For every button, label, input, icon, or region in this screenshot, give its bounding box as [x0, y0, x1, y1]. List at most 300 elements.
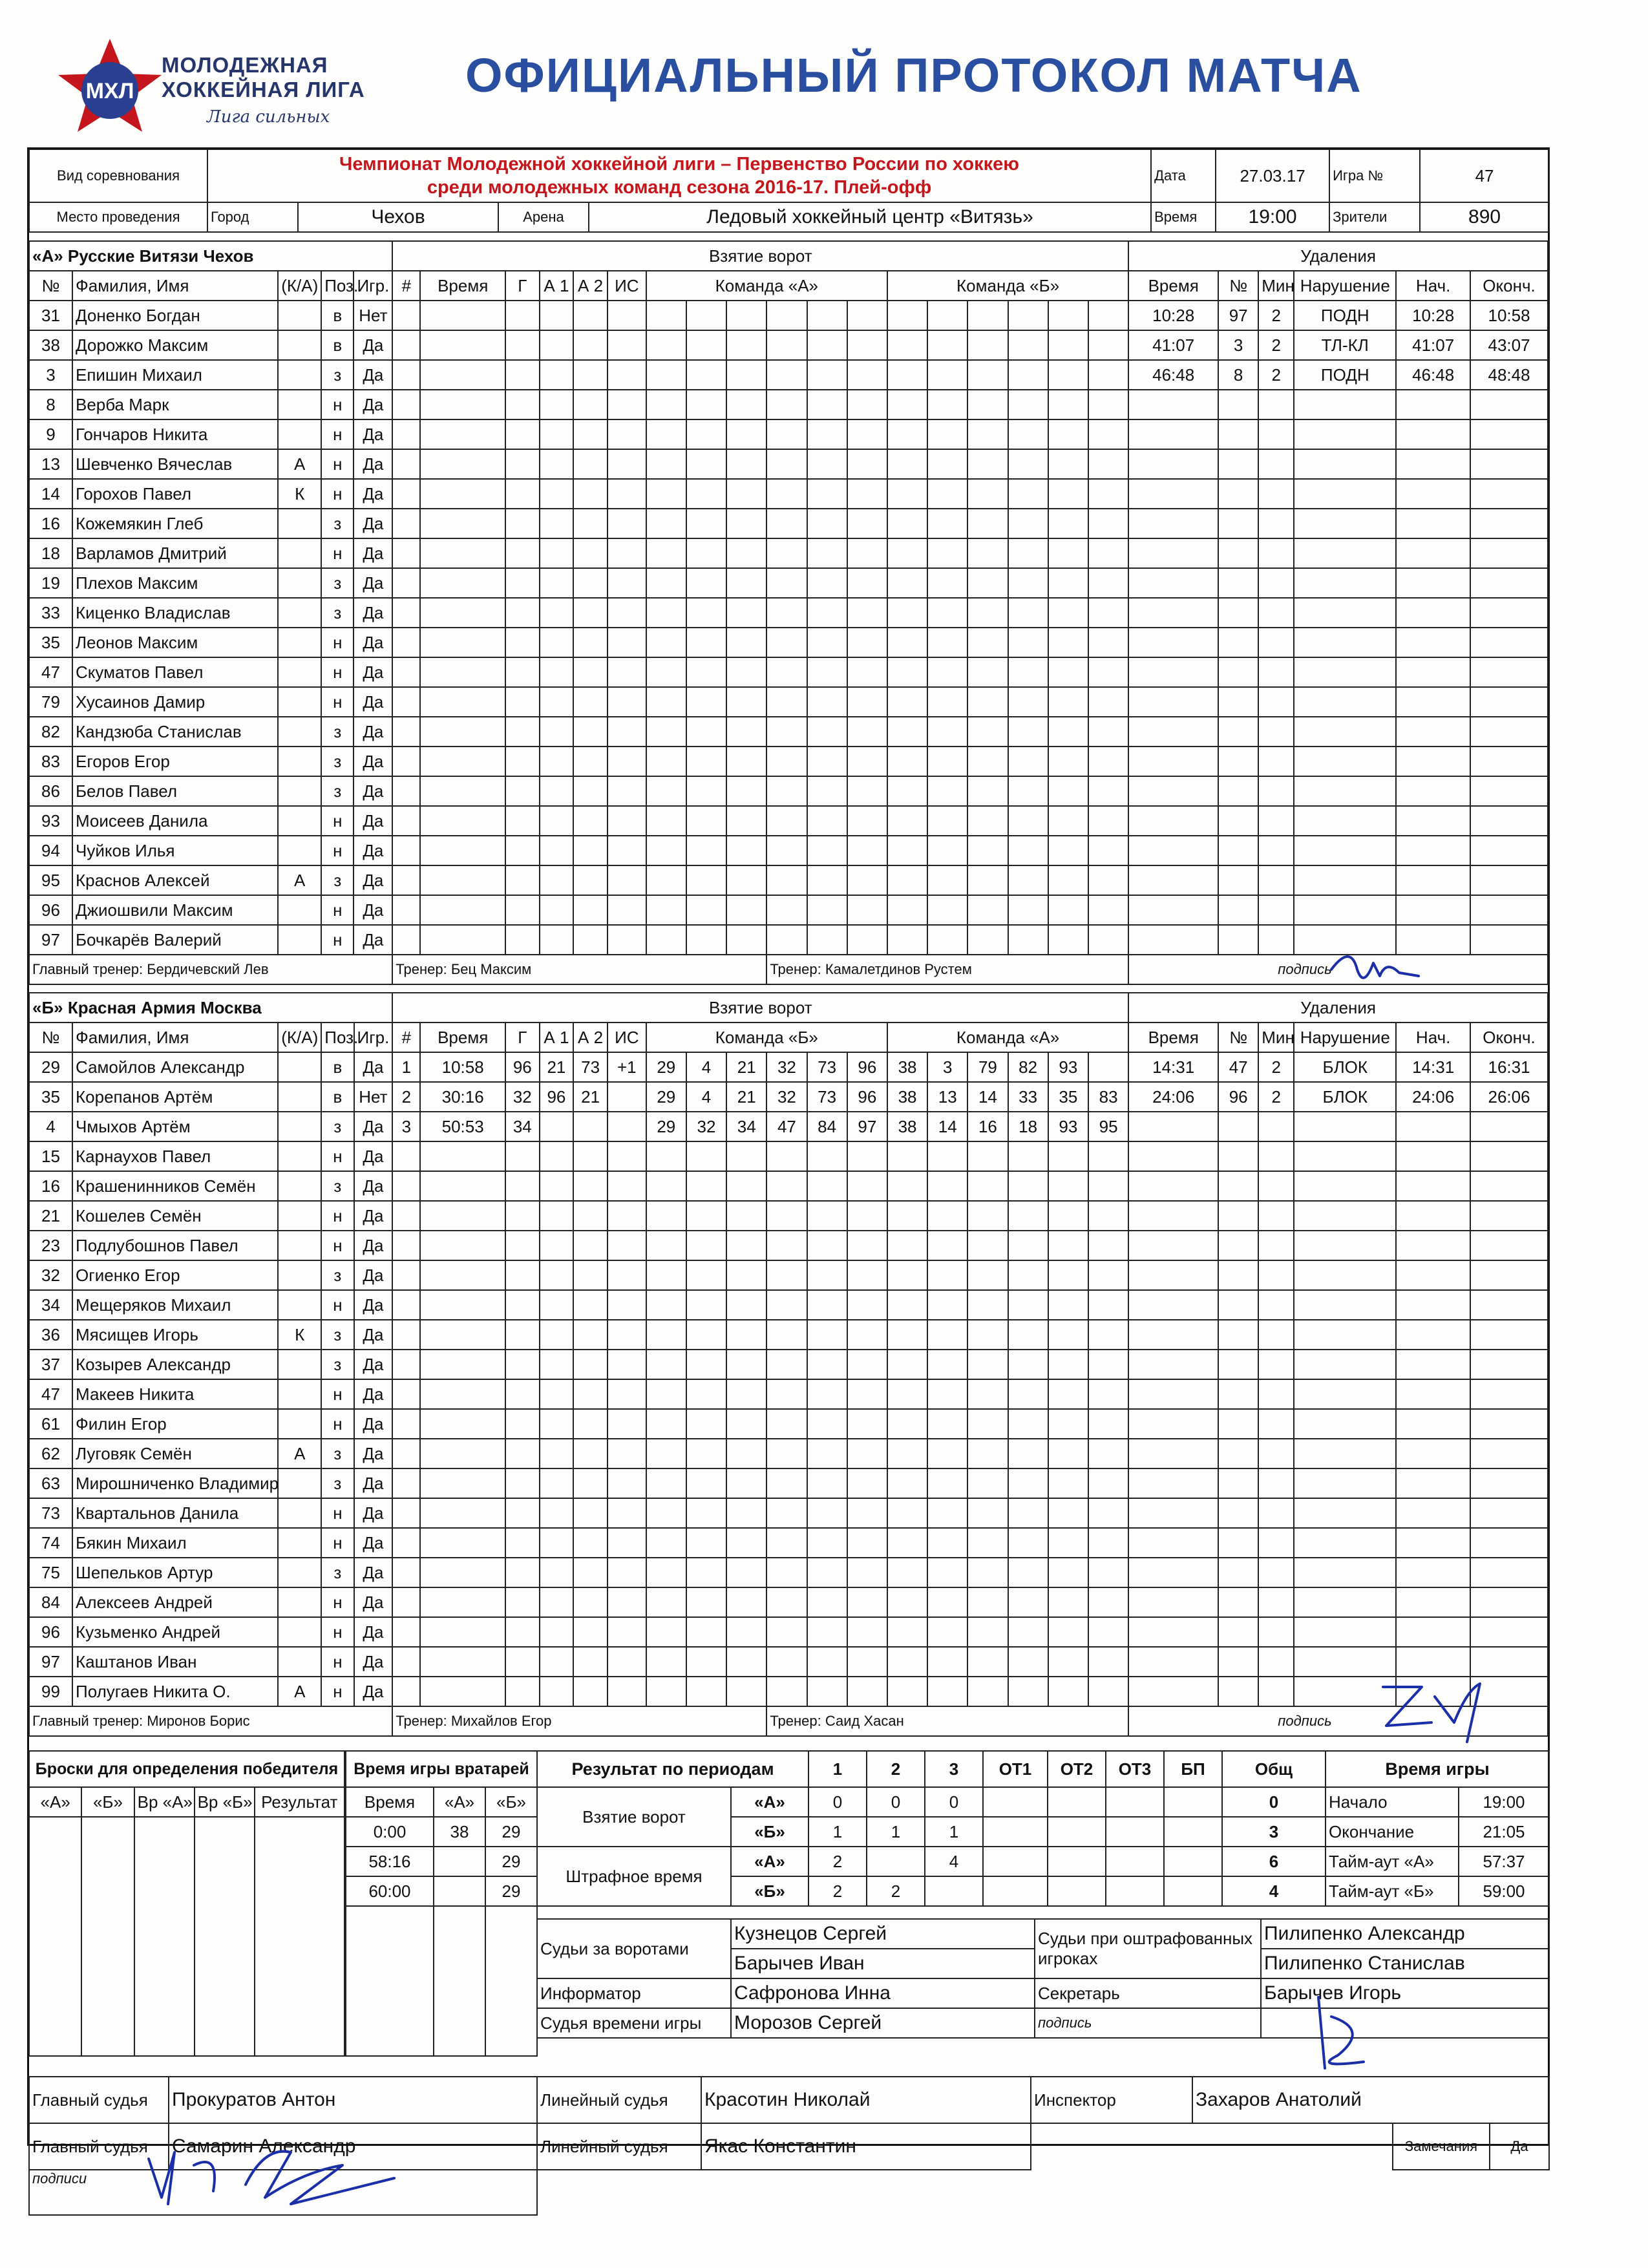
goal-time — [420, 598, 505, 628]
game-label: Игра № — [1329, 149, 1420, 202]
on-ice-player — [726, 479, 766, 509]
goal-situation — [607, 687, 646, 717]
col-header: Игр. — [354, 271, 392, 301]
penalty-start — [1396, 657, 1470, 687]
player-position: н — [321, 1528, 354, 1558]
penalty-infraction — [1294, 1468, 1396, 1498]
goals-label: Взятие ворот — [537, 1787, 731, 1847]
goalie-time: 0:00 — [346, 1817, 434, 1847]
captain-mark — [278, 1141, 321, 1171]
on-ice-player — [1048, 419, 1088, 449]
penalty-start: 14:31 — [1396, 1052, 1470, 1082]
penalty-player — [1218, 1260, 1258, 1290]
goal-number — [392, 895, 420, 925]
goal-situation — [607, 1617, 646, 1647]
player-played: Да — [354, 925, 392, 955]
player-played: Да — [354, 509, 392, 538]
on-ice-player — [1088, 419, 1128, 449]
penalty-time — [1128, 1647, 1218, 1677]
player-row — [29, 1231, 1548, 1260]
goal-assist-1 — [540, 1141, 574, 1171]
penalty-time — [1128, 776, 1218, 806]
on-ice-player — [646, 925, 686, 955]
goalie-col: «Б» — [485, 1787, 537, 1817]
player-played: Да — [354, 776, 392, 806]
league-logo — [52, 34, 388, 137]
goal-assist-1 — [540, 1498, 574, 1528]
shootout-cell — [29, 1817, 81, 2056]
player-number: 29 — [29, 1052, 72, 1082]
on-ice-player — [686, 360, 726, 390]
player-played: Да — [354, 806, 392, 836]
on-ice-player — [1048, 1320, 1088, 1350]
player-position: в — [321, 1052, 354, 1082]
goal-assist-1 — [540, 419, 574, 449]
goal-assist-2 — [573, 1379, 607, 1409]
on-ice-player — [967, 1231, 1008, 1260]
goal-scorer — [505, 1290, 540, 1320]
goal-time — [420, 330, 505, 360]
penalty-time — [1128, 1320, 1218, 1350]
player-position: н — [321, 657, 354, 687]
on-ice-player — [726, 538, 766, 568]
goal-judges-label: Судьи за воротами — [537, 1919, 731, 1978]
on-ice-player — [686, 1558, 726, 1587]
on-ice-player — [646, 1587, 686, 1617]
on-ice-player — [1008, 479, 1048, 509]
goal-scorer — [505, 895, 540, 925]
goalie-b: 29 — [485, 1817, 537, 1847]
on-ice-player — [847, 568, 887, 598]
player-name: Джиошвили Максим — [72, 895, 278, 925]
on-ice-player — [766, 1201, 807, 1231]
goal-time — [420, 1141, 505, 1171]
on-ice-player — [1048, 568, 1088, 598]
on-ice-player — [1088, 1171, 1128, 1201]
penalty-end: 10:58 — [1470, 301, 1548, 330]
penalty-time — [1128, 1112, 1218, 1141]
player-row — [29, 1052, 1548, 1082]
on-ice-player — [927, 1350, 967, 1379]
goal-situation — [607, 1112, 646, 1141]
on-ice-player — [1088, 1528, 1128, 1558]
on-ice-player — [887, 687, 927, 717]
player-number: 31 — [29, 301, 72, 330]
penalty-time — [1128, 925, 1218, 955]
penalty-infraction — [1294, 865, 1396, 895]
penalty-minutes — [1258, 390, 1294, 419]
goal-assist-1 — [540, 1468, 574, 1498]
pen-a-cell — [983, 1847, 1048, 1876]
col-header: Мин — [1258, 271, 1294, 301]
on-ice-player: 83 — [1088, 1082, 1128, 1112]
penalty-infraction: ПОДН — [1294, 301, 1396, 330]
captain-mark — [278, 1587, 321, 1617]
player-number: 35 — [29, 1082, 72, 1112]
player-played: Да — [354, 1528, 393, 1558]
player-name: Филин Егор — [72, 1409, 278, 1439]
on-ice-player — [847, 538, 887, 568]
on-ice-player — [887, 1528, 927, 1558]
on-ice-player — [807, 1468, 847, 1498]
on-ice-player — [927, 1528, 967, 1558]
player-number: 18 — [29, 538, 72, 568]
on-ice-player — [807, 360, 847, 390]
goal-scorer — [505, 657, 540, 687]
on-ice-player — [1008, 1290, 1048, 1320]
captain-mark — [278, 657, 321, 687]
on-ice-player — [887, 1677, 927, 1706]
goal-situation — [607, 806, 646, 836]
goal-assist-1 — [540, 538, 574, 568]
timeout-a-value: 57:37 — [1459, 1847, 1549, 1876]
on-ice-player — [927, 509, 967, 538]
on-ice-player — [927, 1171, 967, 1201]
captain-mark — [278, 1409, 321, 1439]
goal-number: 2 — [392, 1082, 420, 1112]
on-ice-player — [1008, 568, 1048, 598]
goal-time — [420, 301, 505, 330]
secretary: Барычев Игорь — [1261, 1978, 1549, 2008]
goal-situation — [607, 1320, 646, 1350]
player-played: Нет — [354, 1082, 393, 1112]
goal-assist-1 — [540, 360, 574, 390]
goal-time — [420, 865, 505, 895]
signs-label: подписи — [29, 2170, 537, 2215]
goal-time — [420, 747, 505, 776]
on-ice-player — [807, 836, 847, 865]
on-ice-player — [766, 836, 807, 865]
on-ice-player — [967, 449, 1008, 479]
penalty-end — [1470, 1379, 1548, 1409]
goal-scorer — [505, 538, 540, 568]
on-ice-player — [1008, 1498, 1048, 1528]
on-ice-player — [967, 360, 1008, 390]
on-ice-player — [1048, 449, 1088, 479]
penalty-end — [1470, 449, 1548, 479]
penalty-time: 24:06 — [1128, 1082, 1218, 1112]
goal-time — [420, 390, 505, 419]
goal-situation — [607, 1439, 646, 1468]
col-header: Игр. — [354, 1023, 393, 1052]
goal-time: 30:16 — [420, 1082, 505, 1112]
on-ice-player — [967, 598, 1008, 628]
on-ice-player — [887, 1260, 927, 1290]
penalty-start — [1396, 1617, 1470, 1647]
on-ice-player — [686, 628, 726, 657]
penalty-start — [1396, 628, 1470, 657]
on-ice-player — [1088, 776, 1128, 806]
on-ice-player — [927, 1320, 967, 1350]
on-ice-player — [887, 1558, 927, 1587]
on-ice-player — [766, 330, 807, 360]
penalty-infraction — [1294, 1647, 1396, 1677]
penalty-minutes: 2 — [1258, 1052, 1294, 1082]
on-ice-player — [766, 598, 807, 628]
on-ice-player — [1088, 1379, 1128, 1409]
penalty-start: 46:48 — [1396, 360, 1470, 390]
on-ice-player — [927, 1587, 967, 1617]
referee-signature-icon — [129, 2133, 465, 2217]
on-ice-player: 79 — [967, 1052, 1008, 1082]
player-played: Нет — [354, 301, 392, 330]
on-ice-player — [927, 1558, 967, 1587]
penalty-player: 47 — [1218, 1052, 1258, 1082]
penalty-infraction — [1294, 1439, 1396, 1468]
penalty-end — [1470, 1320, 1548, 1350]
on-ice-player — [766, 301, 807, 330]
goal-number — [392, 1647, 420, 1677]
player-position: н — [321, 628, 354, 657]
team-a-label: «А» — [731, 1847, 808, 1876]
on-ice-player — [1008, 865, 1048, 895]
on-ice-player — [927, 301, 967, 330]
goal-scorer — [505, 1468, 540, 1498]
penalty-minutes — [1258, 865, 1294, 895]
goal-number — [392, 390, 420, 419]
penalty-time — [1128, 1409, 1218, 1439]
on-ice-player — [766, 538, 807, 568]
penalty-player — [1218, 419, 1258, 449]
penalty-start — [1396, 1498, 1470, 1528]
player-position: н — [321, 538, 354, 568]
ref-label: Главный судья — [29, 2077, 169, 2123]
on-ice-header: Команда «Б» — [646, 1023, 887, 1052]
on-ice-player — [807, 419, 847, 449]
goal-number — [392, 628, 420, 657]
on-ice-player — [1048, 1468, 1088, 1498]
penalty-time — [1128, 1439, 1218, 1468]
goal-number — [392, 449, 420, 479]
on-ice-player: 16 — [967, 1112, 1008, 1141]
on-ice-player — [927, 1260, 967, 1290]
penalty-minutes — [1258, 598, 1294, 628]
on-ice-player — [1088, 865, 1128, 895]
goal-assist-2: 73 — [573, 1052, 607, 1082]
player-number: 33 — [29, 598, 72, 628]
player-name: Мещеряков Михаил — [72, 1290, 278, 1320]
on-ice-player — [847, 479, 887, 509]
captain-mark — [278, 747, 321, 776]
pen-a-cell — [867, 1847, 925, 1876]
on-ice-player — [726, 390, 766, 419]
goal-scorer — [505, 836, 540, 865]
on-ice-player — [847, 449, 887, 479]
player-played: Да — [354, 836, 392, 865]
page-title: ОФИЦИАЛЬНЫЙ ПРОТОКОЛ МАТЧА — [465, 48, 1362, 102]
pen-b-cell: 2 — [808, 1876, 867, 1906]
player-position: з — [321, 1112, 354, 1141]
shootout-cell — [81, 1817, 134, 2056]
penalty-time-label: Штрафное время — [537, 1847, 731, 1906]
on-ice-player — [847, 1498, 887, 1528]
on-ice-player — [847, 1320, 887, 1350]
player-number: 8 — [29, 390, 72, 419]
on-ice-player — [807, 628, 847, 657]
on-ice-player — [726, 419, 766, 449]
on-ice-player — [967, 687, 1008, 717]
on-ice-player — [807, 1141, 847, 1171]
goal-scorer — [505, 806, 540, 836]
goal-scorer — [505, 1587, 540, 1617]
sign-label: подпись — [1128, 1706, 1548, 1736]
penalty-infraction — [1294, 895, 1396, 925]
penalty-minutes — [1258, 1112, 1294, 1141]
on-ice-player — [967, 1677, 1008, 1706]
ref-2: Самарин Александр — [169, 2123, 537, 2170]
goal-time — [420, 568, 505, 598]
on-ice-player: 35 — [1048, 1082, 1088, 1112]
player-number: 93 — [29, 806, 72, 836]
penalty-judge-2: Пилипенко Станислав — [1261, 1949, 1549, 1978]
player-name: Чмыхов Артём — [72, 1112, 278, 1141]
player-name: Шепельков Артур — [72, 1558, 278, 1587]
penalty-infraction — [1294, 657, 1396, 687]
goal-situation — [607, 1231, 646, 1260]
goal-scorer — [505, 479, 540, 509]
on-ice-player — [1088, 538, 1128, 568]
periods-title: Результат по периодам — [537, 1751, 808, 1787]
goal-number — [392, 598, 420, 628]
on-ice-player — [1008, 1320, 1048, 1350]
penalty-player — [1218, 1290, 1258, 1320]
on-ice-player — [646, 776, 686, 806]
on-ice-player — [766, 1617, 807, 1647]
linesman-label: Линейный судья — [537, 2077, 701, 2123]
goal-time — [420, 1260, 505, 1290]
on-ice-player — [1088, 390, 1128, 419]
penalty-minutes — [1258, 1468, 1294, 1498]
player-row — [29, 419, 1548, 449]
on-ice-player — [847, 1290, 887, 1320]
period-col: Общ — [1222, 1751, 1326, 1787]
col-header: Фамилия, Имя — [72, 1023, 278, 1052]
player-position: з — [321, 1260, 354, 1290]
on-ice-player — [766, 717, 807, 747]
penalty-player — [1218, 865, 1258, 895]
goal-situation: +1 — [607, 1052, 646, 1082]
player-played: Да — [354, 1617, 393, 1647]
penalty-player — [1218, 687, 1258, 717]
goal-scorer — [505, 687, 540, 717]
on-ice-player — [847, 1587, 887, 1617]
penalty-time — [1128, 1468, 1218, 1498]
on-ice-player — [1048, 1647, 1088, 1677]
penalty-end — [1470, 1231, 1548, 1260]
on-ice-player — [1048, 1201, 1088, 1231]
on-ice-player — [887, 1439, 927, 1468]
on-ice-player — [1008, 509, 1048, 538]
penalty-minutes — [1258, 479, 1294, 509]
captain-mark: А — [278, 1677, 321, 1706]
on-ice-player — [766, 925, 807, 955]
goal-assist-1 — [540, 747, 574, 776]
on-ice-player — [807, 1558, 847, 1587]
on-ice-player — [646, 717, 686, 747]
penalty-start — [1396, 1112, 1470, 1141]
player-played: Да — [354, 1320, 393, 1350]
penalty-minutes — [1258, 1617, 1294, 1647]
on-ice-player — [686, 1677, 726, 1706]
timeout-b-value: 59:00 — [1459, 1876, 1549, 1906]
on-ice-player — [807, 1409, 847, 1439]
on-ice-player — [847, 687, 887, 717]
player-row — [29, 1350, 1548, 1379]
penalty-minutes — [1258, 419, 1294, 449]
col-header: Нач. — [1396, 271, 1470, 301]
goal-time — [420, 538, 505, 568]
player-row — [29, 1290, 1548, 1320]
col-header: Оконч. — [1470, 1023, 1548, 1052]
on-ice-player — [807, 1201, 847, 1231]
player-position: н — [321, 479, 354, 509]
goal-time — [420, 360, 505, 390]
goal-assist-1 — [540, 657, 574, 687]
end-label: Окончание — [1326, 1817, 1459, 1847]
on-ice-player — [686, 865, 726, 895]
player-played: Да — [354, 747, 392, 776]
on-ice-player — [686, 598, 726, 628]
penalty-start — [1396, 1201, 1470, 1231]
on-ice-player — [766, 1320, 807, 1350]
player-position: н — [321, 1409, 354, 1439]
penalty-minutes — [1258, 1379, 1294, 1409]
goal-scorer — [505, 301, 540, 330]
on-ice-player — [967, 330, 1008, 360]
player-name: Козырев Александр — [72, 1350, 278, 1379]
on-ice-player — [887, 836, 927, 865]
on-ice-player — [887, 598, 927, 628]
captain-mark — [278, 1498, 321, 1528]
on-ice-player — [887, 865, 927, 895]
captain-mark — [278, 1260, 321, 1290]
penalty-minutes: 2 — [1258, 330, 1294, 360]
on-ice-player — [1048, 360, 1088, 390]
player-number: 63 — [29, 1468, 72, 1498]
player-name: Крашенинников Семён — [72, 1171, 278, 1201]
on-ice-player — [726, 449, 766, 479]
goalie-time: 60:00 — [346, 1876, 434, 1906]
goal-number — [392, 1260, 420, 1290]
on-ice-player — [1008, 419, 1048, 449]
on-ice-player — [807, 1350, 847, 1379]
on-ice-player — [807, 390, 847, 419]
coach-2: Тренер: Саид Хасан — [766, 1706, 1128, 1736]
pen-a-cell — [1048, 1847, 1106, 1876]
penalty-player — [1218, 1379, 1258, 1409]
penalty-minutes — [1258, 1528, 1294, 1558]
on-ice-player — [807, 1439, 847, 1468]
player-name: Леонов Максим — [72, 628, 278, 657]
goal-scorer — [505, 1320, 540, 1350]
penalty-start: 41:07 — [1396, 330, 1470, 360]
pen-b-cell — [1048, 1876, 1106, 1906]
col-header: А 2 — [573, 271, 607, 301]
on-ice-player: 73 — [807, 1082, 847, 1112]
on-ice-player — [887, 1141, 927, 1171]
goal-assist-1 — [540, 1171, 574, 1201]
on-ice-player: 93 — [1048, 1112, 1088, 1141]
linesman-label: Линейный судья — [537, 2123, 701, 2170]
on-ice-player — [1008, 1468, 1048, 1498]
goal-scorer — [505, 419, 540, 449]
goal-assist-1 — [540, 598, 574, 628]
on-ice-player — [847, 390, 887, 419]
col-header: Мин — [1258, 1023, 1294, 1052]
goal-time — [420, 1498, 505, 1528]
player-row — [29, 1587, 1548, 1617]
on-ice-player — [807, 747, 847, 776]
